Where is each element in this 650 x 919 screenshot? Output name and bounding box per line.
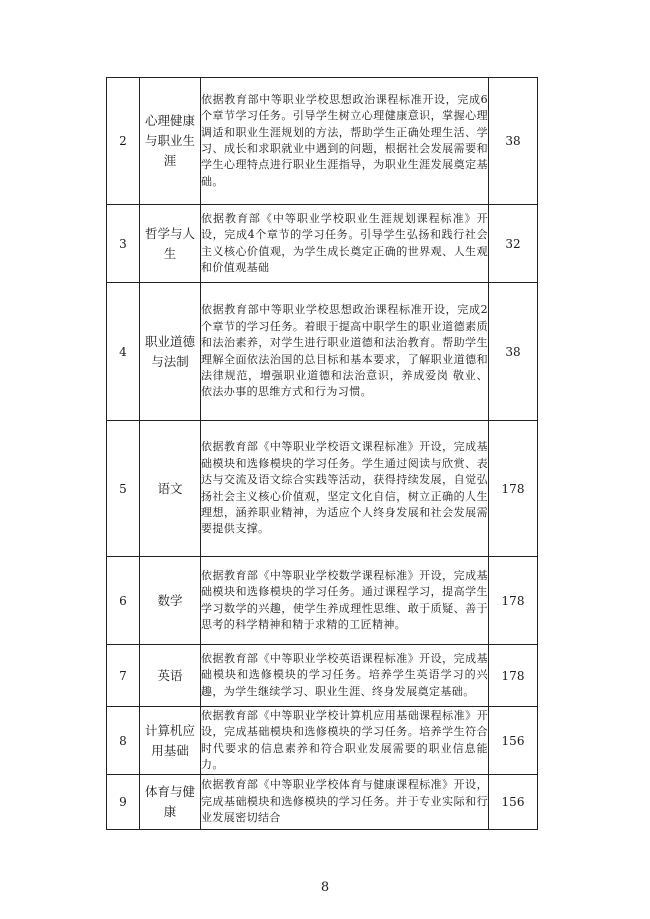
row-number: 8 [107, 707, 140, 775]
table-row [107, 645, 538, 707]
course-hours: 38 [489, 78, 538, 205]
table-row [107, 421, 538, 557]
course-name: 计算机应用基础 [140, 707, 201, 775]
row-number: 5 [107, 421, 140, 557]
table-row [107, 78, 538, 205]
row-number: 4 [107, 283, 140, 421]
course-description: 依据教育部《中等职业学校职业生涯规划课程标准》开设，完成4个章节的学习任务。引导学生弘扬和践行社会主义核心价值观，为学生成长奠定正确的世界观、人生观和价值观基础 [201, 205, 489, 283]
row-number: 6 [107, 557, 140, 645]
course-hours: 178 [489, 645, 538, 707]
course-description: 依据教育部中等职业学校思想政治课程标准开设，完成6个章节学习任务。引导学生树立心理健康意识，掌握心理调适和职业生涯规划的方法，帮助学生正确处理生活、学习、成长和求职就业中遇到的问题，根据社会发展需要和学生心理特点进行职业生涯指导，为职业生涯发展奠定基础。 [201, 78, 489, 205]
page-number: 8 [320, 880, 330, 895]
course-name: 语文 [140, 421, 201, 557]
table-row [107, 205, 538, 283]
course-hours: 178 [489, 557, 538, 645]
table-row [107, 283, 538, 421]
course-name: 英语 [140, 645, 201, 707]
row-number: 3 [107, 205, 140, 283]
course-description: 依据教育部《中等职业学校体育与健康课程标准》开设，完成基础模块和选修模块的学习任务。并于专业实际和行业发展密切结合 [201, 775, 489, 830]
table-row [107, 775, 538, 830]
course-name: 职业道德与法制 [140, 283, 201, 421]
course-name: 体育与健康 [140, 775, 201, 830]
table-row [107, 557, 538, 645]
course-name: 数学 [140, 557, 201, 645]
curriculum-table [106, 77, 538, 830]
course-description: 依据教育部《中等职业学校数学课程标准》开设，完成基础模块和选修模块的学习任务。通过课程学习，提高学生学习数学的兴趣，使学生养成理性思维、敢于质疑、善于思考的科学精神和精于求精的工匠精神。 [201, 557, 489, 645]
table-row [107, 707, 538, 775]
course-hours: 156 [489, 775, 538, 830]
course-description: 依据教育部《中等职业学校英语课程标准》开设，完成基础模块和选修模块的学习任务。培养学生英语学习的兴趣，为学生继续学习、职业生涯、终身发展奠定基础。 [201, 645, 489, 707]
course-hours: 38 [489, 283, 538, 421]
course-description: 依据教育部《中等职业学校语文课程标准》开设，完成基础模块和选修模块的学习任务。学生通过阅读与欣赏、表达与交流及语文综合实践等活动，获得持续发展，自觉弘扬社会主义核心价值观，坚定文化自信，树立正确的人生理想，涵养职业精神，为适应个人终身发展和社会发展需要提供支撑。 [201, 421, 489, 557]
row-number: 2 [107, 78, 140, 205]
row-number: 7 [107, 645, 140, 707]
row-number: 9 [107, 775, 140, 830]
course-hours: 178 [489, 421, 538, 557]
course-description: 依据教育部《中等职业学校计算机应用基础课程标准》开设，完成基础模块和选修模块的学习任务。培养学生符合时代要求的信息素养和符合职业发展需要的职业信息能力。 [201, 707, 489, 775]
course-hours: 32 [489, 205, 538, 283]
course-description: 依据教育部中等职业学校思想政治课程标准开设，完成2个章节的学习任务。着眼于提高中职学生的职业道德素质和法治素养，对学生进行职业道德和法治教育。帮助学生理解全面依法治国的总目标和基本要求，了解职业道德和法律规范，增强职业道德和法治意识，养成爱岗 敬业、依法办事的思维方式和行为习惯。 [201, 283, 489, 421]
course-name: 心理健康与职业生涯 [140, 78, 201, 205]
course-hours: 156 [489, 707, 538, 775]
course-name: 哲学与人生 [140, 205, 201, 283]
